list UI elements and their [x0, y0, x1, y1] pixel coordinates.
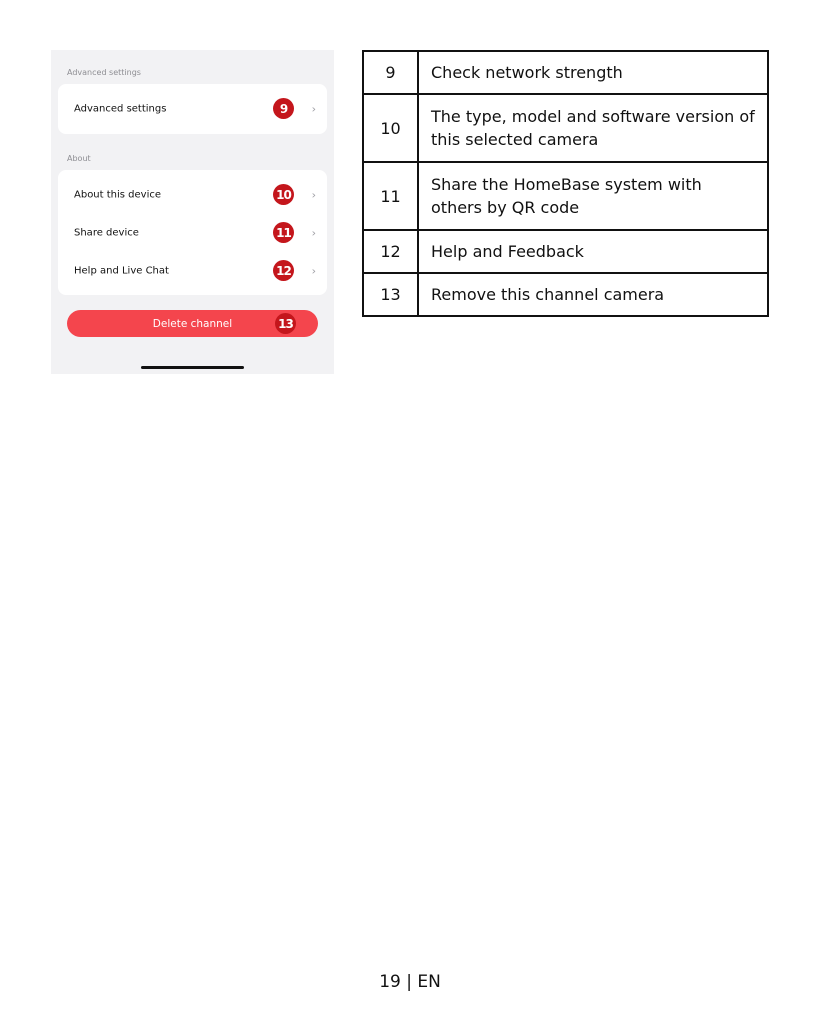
row-label: Advanced settings: [74, 103, 167, 115]
advanced-settings-card: [58, 84, 327, 134]
legend-row: [363, 162, 768, 230]
home-indicator: [141, 366, 244, 369]
callout-badge-11: 11: [273, 222, 294, 243]
legend-row: [363, 230, 768, 273]
section-label-advanced: Advanced settings: [67, 68, 141, 77]
row-label: Help and Live Chat: [74, 265, 169, 277]
callout-badge-12: 12: [273, 260, 294, 281]
callout-badge-10: 10: [273, 184, 294, 205]
legend-description: Share the HomeBase system with others by QR code: [418, 162, 768, 230]
legend-number: 9: [363, 51, 418, 94]
chevron-right-icon: ›: [311, 264, 316, 278]
legend-row: [363, 94, 768, 162]
page-footer: 19 | EN: [379, 972, 441, 992]
row-advanced-settings[interactable]: [58, 90, 327, 128]
legend-description: The type, model and software version of this selected camera: [418, 94, 768, 162]
legend-row: [363, 273, 768, 316]
phone-screenshot: [51, 50, 334, 374]
legend-description: Check network strength: [418, 51, 768, 94]
legend-row: [363, 51, 768, 94]
legend-number: 11: [363, 162, 418, 230]
row-about-device[interactable]: [58, 176, 327, 214]
callout-legend-table: [362, 50, 769, 317]
callout-badge-9: 9: [273, 98, 294, 119]
legend-number: 13: [363, 273, 418, 316]
row-label: About this device: [74, 189, 162, 201]
chevron-right-icon: ›: [311, 226, 316, 240]
delete-channel-label: Delete channel: [152, 317, 233, 330]
row-label: Share device: [74, 227, 139, 239]
callout-badge-13: 13: [275, 313, 296, 334]
delete-channel-button[interactable]: [67, 310, 318, 337]
row-help-live-chat[interactable]: [58, 252, 327, 290]
legend-number: 10: [363, 94, 418, 162]
legend-description: Help and Feedback: [418, 230, 768, 273]
chevron-right-icon: ›: [311, 188, 316, 202]
legend-number: 12: [363, 230, 418, 273]
legend-description: Remove this channel camera: [418, 273, 768, 316]
section-label-about: About: [67, 154, 91, 163]
chevron-right-icon: ›: [311, 102, 316, 116]
about-card: [58, 170, 327, 295]
row-share-device[interactable]: [58, 214, 327, 252]
